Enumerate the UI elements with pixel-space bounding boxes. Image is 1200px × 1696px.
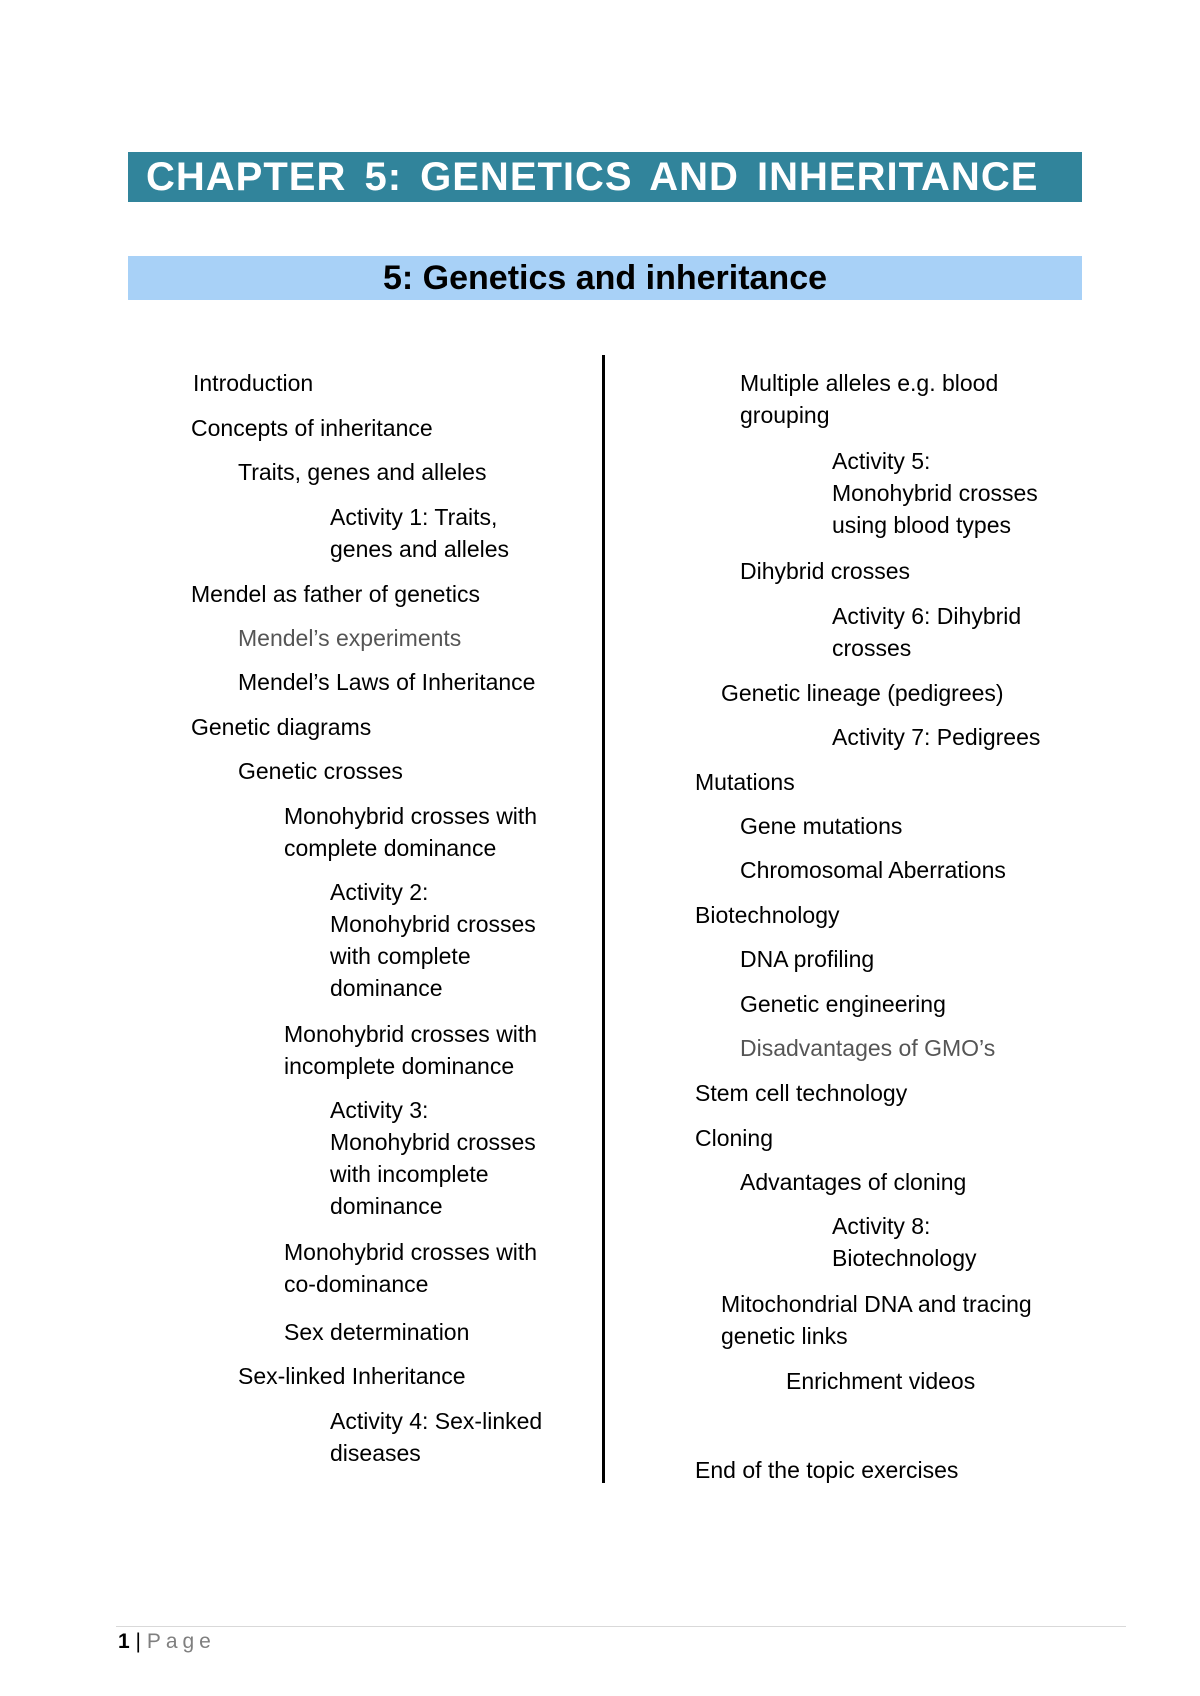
toc-item-mendels-experiments[interactable]: Mendel’s experiments xyxy=(238,625,462,651)
toc-line: Activity 5: xyxy=(832,448,931,474)
section-banner xyxy=(128,256,1082,300)
toc-item-stem-cell-technology[interactable]: Stem cell technology xyxy=(695,1080,908,1106)
toc-item-genetic-engineering[interactable]: Genetic engineering xyxy=(740,991,946,1017)
toc-item-end-of-topic-exercises[interactable]: End of the topic exercises xyxy=(695,1457,959,1483)
toc-item-sex-linked-inheritance[interactable]: Sex-linked Inheritance xyxy=(238,1363,466,1389)
toc-item-activity-6[interactable] xyxy=(832,600,1021,664)
toc-line: complete dominance xyxy=(284,835,497,861)
toc-item-genetic-lineage[interactable]: Genetic lineage (pedigrees) xyxy=(721,680,1004,706)
chapter-title: CHAPTER 5: GENETICS AND INHERITANCE xyxy=(146,154,1039,199)
toc-item-chromosomal-aberrations[interactable]: Chromosomal Aberrations xyxy=(740,857,1006,883)
toc-item-biotechnology[interactable]: Biotechnology xyxy=(695,902,840,928)
toc-item-monohybrid-incomplete[interactable] xyxy=(284,1018,537,1082)
column-divider xyxy=(602,355,605,1483)
toc-item-monohybrid-complete[interactable] xyxy=(284,800,537,864)
toc-line: dominance xyxy=(330,1193,443,1219)
toc-line: incomplete dominance xyxy=(284,1053,515,1079)
page-label: Page xyxy=(146,1630,216,1653)
chapter-banner xyxy=(128,152,1082,202)
toc-item-activity-7[interactable]: Activity 7: Pedigrees xyxy=(832,724,1041,750)
toc-item-dna-profiling[interactable]: DNA profiling xyxy=(740,946,875,972)
toc-item-enrichment-videos[interactable]: Enrichment videos xyxy=(786,1368,976,1394)
toc-item-multiple-alleles[interactable] xyxy=(740,367,998,431)
toc-line: crosses xyxy=(832,635,912,661)
toc-item-cloning[interactable]: Cloning xyxy=(695,1125,773,1151)
toc-item-genetic-crosses[interactable]: Genetic crosses xyxy=(238,758,403,784)
toc-line: Activity 2: xyxy=(330,879,429,905)
toc-line: dominance xyxy=(330,975,443,1001)
toc-line: Activity 3: xyxy=(330,1097,429,1123)
toc-line: Monohybrid crosses with xyxy=(284,1021,538,1047)
toc-line: Monohybrid crosses xyxy=(330,911,536,937)
toc-item-activity-1[interactable] xyxy=(330,501,509,565)
toc-line: Activity 1: Traits, xyxy=(330,504,498,530)
toc-line: Activity 4: Sex-linked xyxy=(330,1408,543,1434)
toc-line: Activity 8: xyxy=(832,1213,931,1239)
toc-item-introduction[interactable]: Introduction xyxy=(193,370,314,396)
toc-line: Monohybrid crosses xyxy=(330,1129,536,1155)
toc-line: grouping xyxy=(740,402,830,428)
toc-line: Activity 6: Dihybrid xyxy=(832,603,1022,629)
toc-line: genes and alleles xyxy=(330,536,510,562)
toc-item-mitochondrial-dna[interactable] xyxy=(721,1288,1032,1352)
toc-item-gene-mutations[interactable]: Gene mutations xyxy=(740,813,903,839)
toc-line: using blood types xyxy=(832,512,1012,538)
toc-item-sex-determination[interactable]: Sex determination xyxy=(284,1319,470,1345)
toc-line: diseases xyxy=(330,1440,421,1466)
toc-item-activity-2[interactable] xyxy=(330,876,536,1004)
toc-item-activity-3[interactable] xyxy=(330,1094,536,1222)
toc-item-traits-genes-alleles[interactable]: Traits, genes and alleles xyxy=(238,459,487,485)
page-number: 1 xyxy=(118,1630,130,1653)
footer-separator: | xyxy=(129,1630,147,1653)
toc-item-concepts-of-inheritance[interactable]: Concepts of inheritance xyxy=(191,415,433,441)
page-footer xyxy=(118,1628,216,1656)
toc-item-advantages-of-cloning[interactable]: Advantages of cloning xyxy=(740,1169,967,1195)
toc-line: Monohybrid crosses with xyxy=(284,1239,538,1265)
toc-item-activity-5[interactable] xyxy=(832,445,1038,541)
footer-divider xyxy=(116,1626,1126,1627)
toc-line: Multiple alleles e.g. blood xyxy=(740,370,999,396)
toc-line: Biotechnology xyxy=(832,1245,977,1271)
toc-line: co-dominance xyxy=(284,1271,429,1297)
toc-line: with complete xyxy=(330,943,471,969)
toc-line: Mitochondrial DNA and tracing xyxy=(721,1291,1032,1317)
toc-item-mendel-father[interactable]: Mendel as father of genetics xyxy=(191,581,480,607)
toc-item-dihybrid-crosses[interactable]: Dihybrid crosses xyxy=(740,558,910,584)
toc-line: genetic links xyxy=(721,1323,848,1349)
toc-item-monohybrid-codominance[interactable] xyxy=(284,1236,537,1300)
toc-item-mutations[interactable]: Mutations xyxy=(695,769,795,795)
toc-item-mendels-laws[interactable]: Mendel’s Laws of Inheritance xyxy=(238,669,536,695)
section-title: 5: Genetics and inheritance xyxy=(382,258,828,297)
toc-line: Monohybrid crosses with xyxy=(284,803,538,829)
toc-line: Monohybrid crosses xyxy=(832,480,1038,506)
toc-item-disadvantages-gmos[interactable]: Disadvantages of GMO’s xyxy=(740,1035,996,1061)
toc-item-activity-4[interactable] xyxy=(330,1405,542,1469)
toc-item-genetic-diagrams[interactable]: Genetic diagrams xyxy=(191,714,372,740)
toc-item-activity-8[interactable] xyxy=(832,1210,977,1274)
toc-line: with incomplete xyxy=(330,1161,489,1187)
